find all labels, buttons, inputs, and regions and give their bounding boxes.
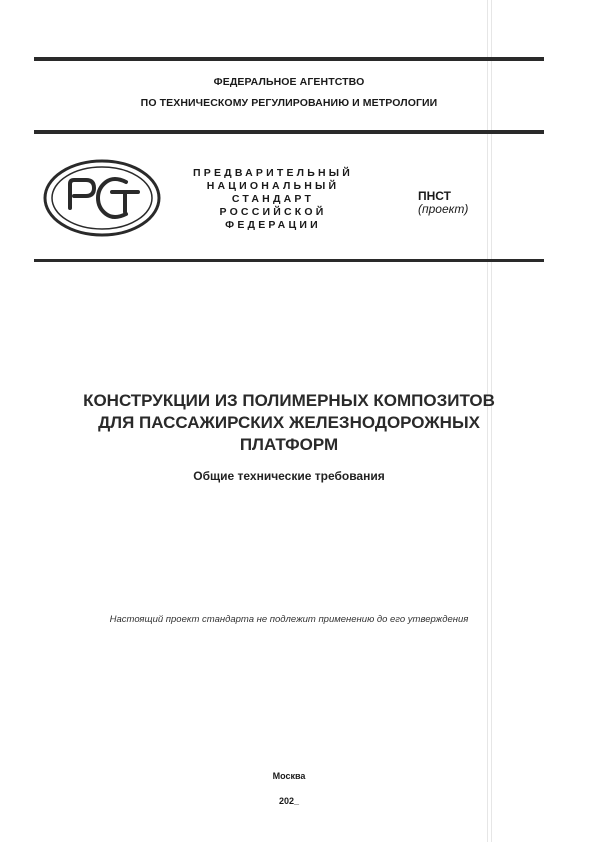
agency-name-line1: ФЕДЕРАЛЬНОЕ АГЕНТСТВО (213, 76, 365, 88)
standard-kind-line: ПРЕДВАРИТЕЛЬНЫЙ (193, 167, 353, 179)
standard-kind-line: ФЕДЕРАЦИИ (225, 219, 321, 231)
standard-kind-line: НАЦИОНАЛЬНЫЙ (206, 180, 340, 192)
standard-kind-line: РОССИЙСКОЙ (219, 206, 327, 218)
section-rule (34, 259, 544, 262)
standard-status: (проект) (418, 202, 469, 216)
title-line: ДЛЯ ПАССАЖИРСКИХ ЖЕЛЕЗНОДОРОЖНЫХ (98, 413, 480, 432)
publication-year: 202_ (278, 796, 300, 806)
standard-code: ПНСТ (418, 189, 451, 203)
agency-name-line2: ПО ТЕХНИЧЕСКОМУ РЕГУЛИРОВАНИЮ И МЕТРОЛОГИИ (140, 97, 438, 109)
publication-city: Москва (272, 771, 306, 781)
header-rule (34, 130, 544, 134)
title-line: ПЛАТФОРМ (239, 435, 339, 454)
document-subtitle: Общие технические требования (193, 469, 385, 483)
top-rule (34, 57, 544, 61)
approval-notice: Настоящий проект стандарта не подлежит применению до его утверждения (109, 614, 469, 625)
gost-r-logo-icon (42, 158, 162, 238)
title-line: КОНСТРУКЦИИ ИЗ ПОЛИМЕРНЫХ КОМПОЗИТОВ (83, 391, 495, 410)
document-title (34, 390, 544, 456)
standard-kind (188, 167, 358, 232)
standard-kind-line: СТАНДАРТ (231, 193, 315, 205)
